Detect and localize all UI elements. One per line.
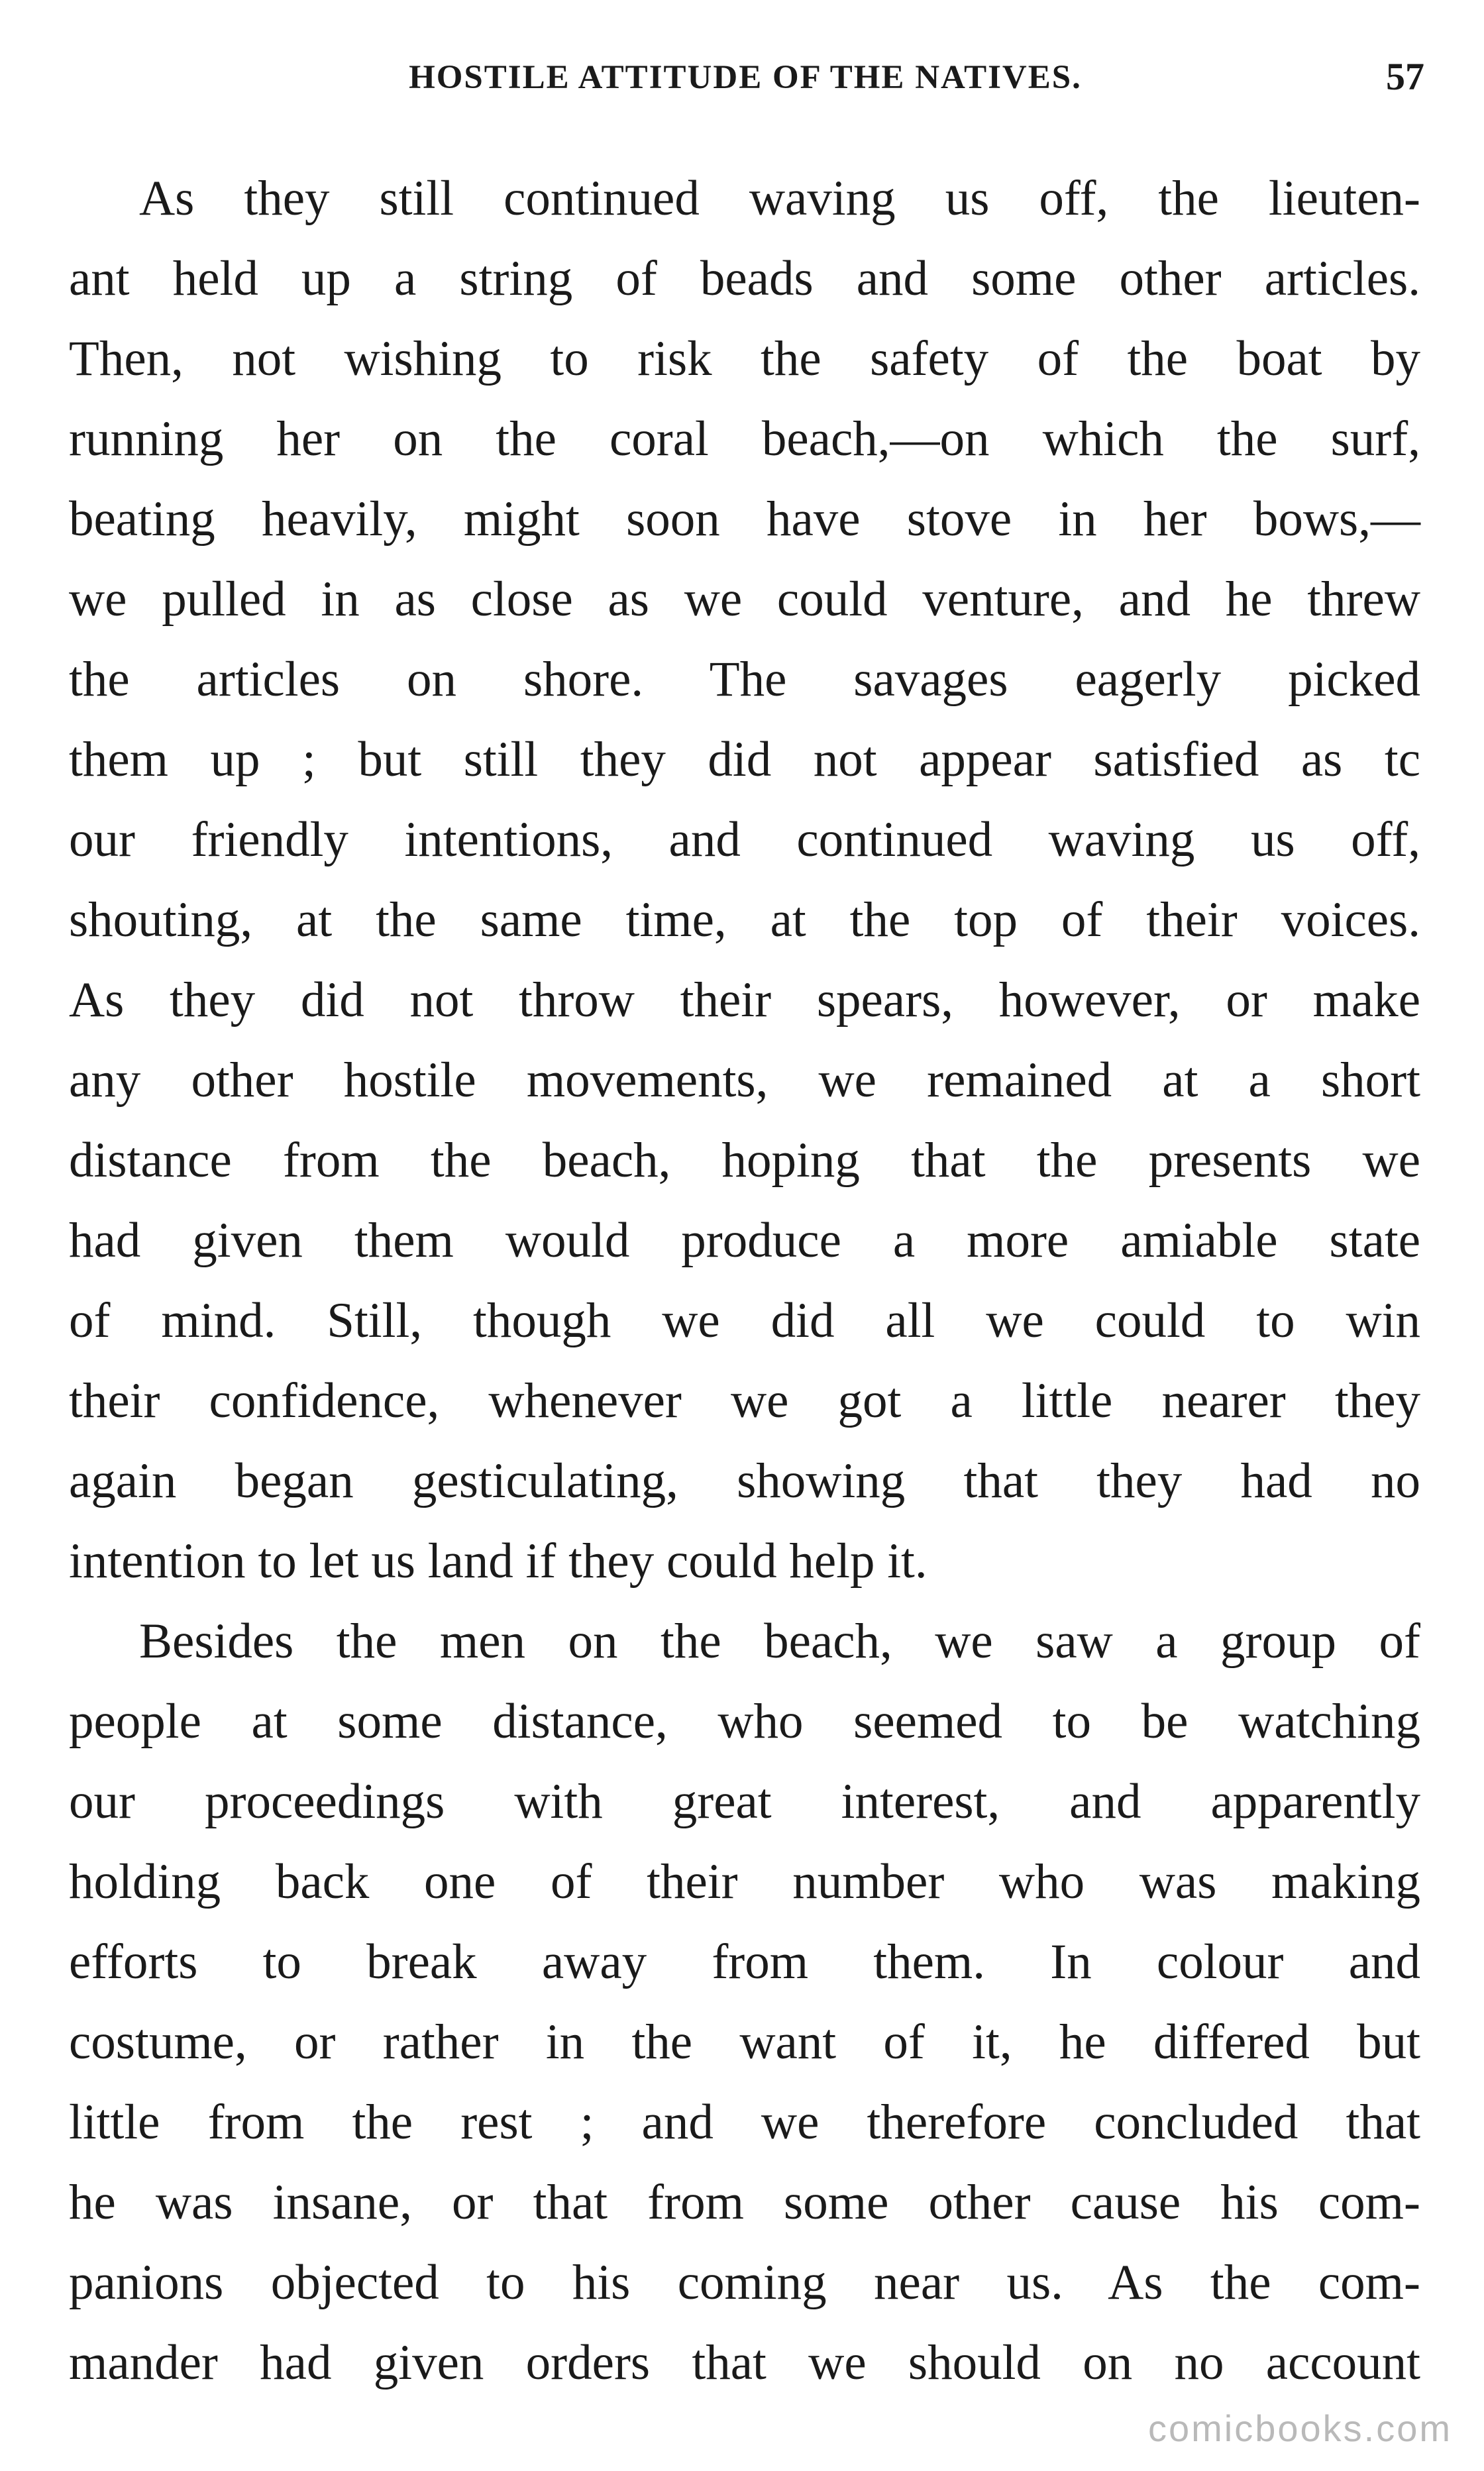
text-line: the articles on shore. The savages eagerly picked: [69, 652, 1420, 707]
text-line: As they did not throw their spears, however, or make: [69, 973, 1420, 1027]
text-line: Then, not wishing to risk the safety of the boat by: [69, 331, 1420, 386]
paragraph-1: [69, 171, 1420, 1616]
text-line: our proceedings with great interest, and apparently: [69, 1774, 1420, 1829]
paragraph-2: [69, 1616, 1420, 2418]
text-line: panions objected to his coming near us. As the com-: [69, 2255, 1420, 2310]
text-line: people at some distance, who seemed to be watching: [69, 1694, 1420, 1749]
text-line: efforts to break away from them. In colour and: [69, 1934, 1420, 1989]
text-line: their confidence, whenever we got a little nearer they: [69, 1373, 1420, 1428]
body-text: [69, 171, 1420, 2418]
text-line: he was insane, or that from some other cause his com-: [69, 2175, 1420, 2230]
text-line: As they still continued waving us off, the lieuten-: [139, 171, 1420, 226]
text-line: ant held up a string of beads and some other articles.: [69, 251, 1420, 306]
page-number: 57: [1386, 55, 1424, 98]
text-line: them up ; but still they did not appear satisfied as tc: [69, 732, 1420, 787]
text-line: little from the rest ; and we therefore concluded that: [69, 2095, 1420, 2150]
text-line: costume, or rather in the want of it, he differed but: [69, 2015, 1420, 2070]
watermark: comicbooks.com: [1147, 2407, 1452, 2449]
running-head: HOSTILE ATTITUDE OF THE NATIVES.: [409, 59, 1082, 96]
text-line: our friendly intentions, and continued waving us off,: [69, 812, 1420, 867]
text-line: distance from the beach, hoping that the presents we: [69, 1133, 1420, 1188]
text-line: Besides the men on the beach, we saw a group of: [139, 1614, 1420, 1669]
text-line: holding back one of their number who was making: [69, 1854, 1420, 1909]
text-line: mander had given orders that we should on no account: [69, 2335, 1420, 2390]
text-line: had given them would produce a more amiable state: [69, 1213, 1420, 1268]
text-line: we pulled in as close as we could venture, and he threw: [69, 572, 1420, 627]
text-line: intention to let us land if they could help it.: [69, 1534, 928, 1589]
text-line: any other hostile movements, we remained at a short: [69, 1053, 1420, 1108]
text-line: of mind. Still, though we did all we could to win: [69, 1293, 1420, 1348]
page-header: [66, 55, 1424, 118]
text-line: shouting, at the same time, at the top of their voices.: [69, 892, 1420, 947]
text-line: running her on the coral beach,—on which the surf,: [69, 411, 1420, 466]
text-line: beating heavily, might soon have stove in her bows,—: [69, 492, 1420, 547]
text-line: again began gesticulating, showing that they had no: [69, 1453, 1420, 1508]
